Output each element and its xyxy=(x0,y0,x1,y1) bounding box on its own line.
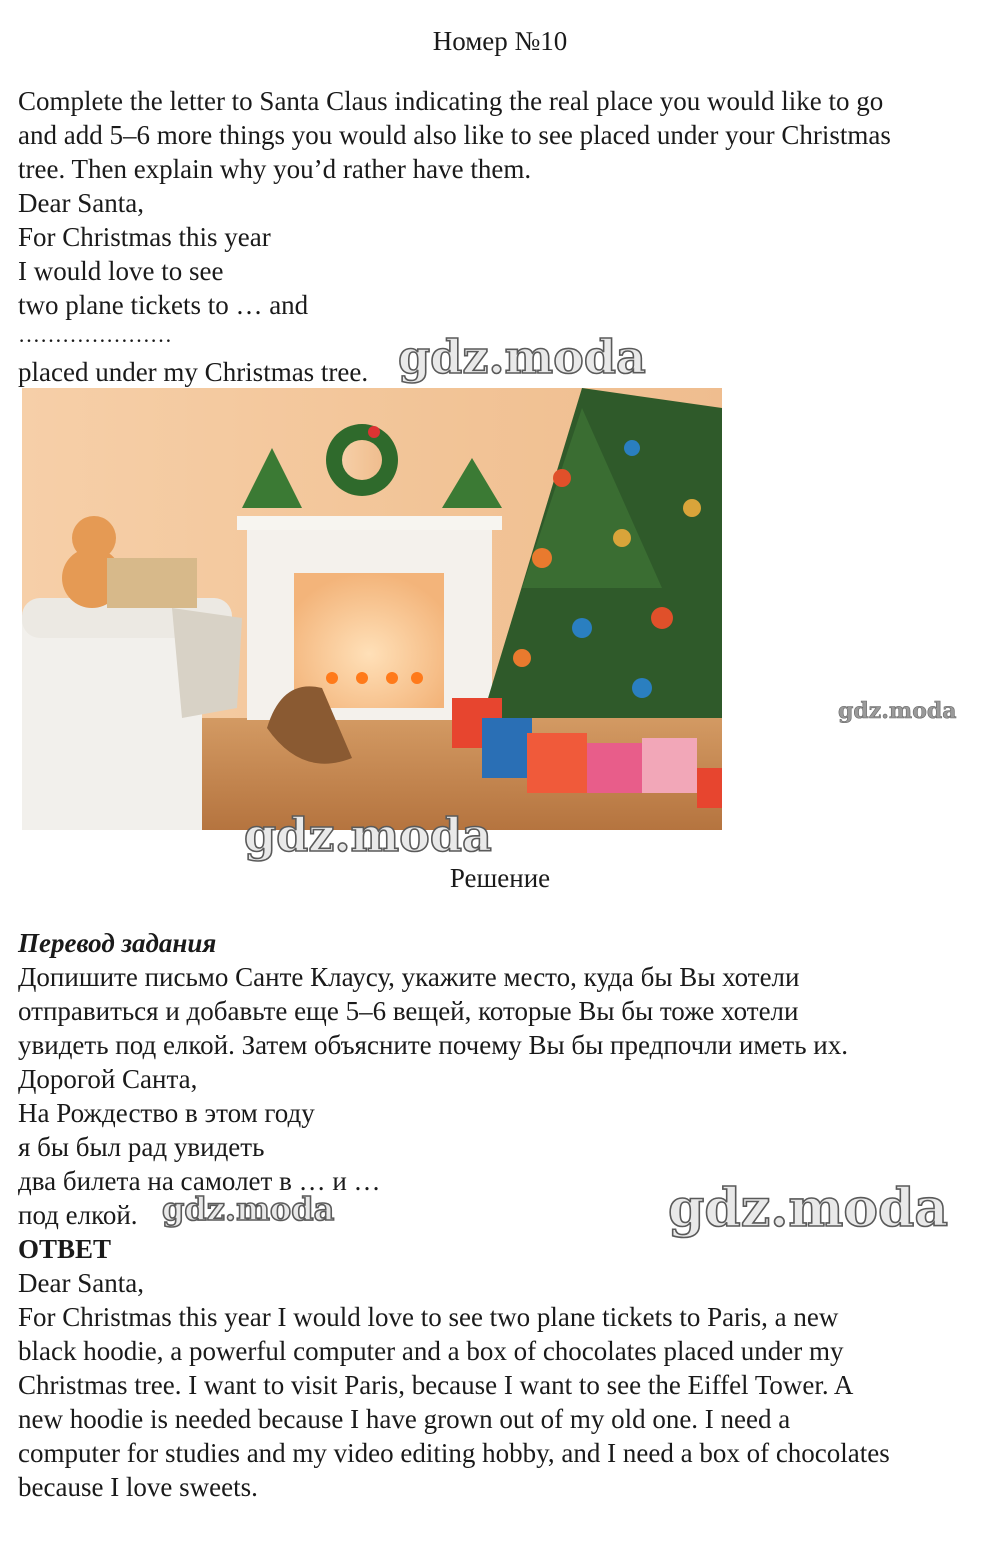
translation-line: под елкой. xyxy=(18,1200,138,1230)
answer-line: new hoodie is needed because I have grown out of my old one. I need a xyxy=(18,1404,791,1434)
watermark-logo: gdz.moda xyxy=(398,330,646,384)
translation-line: Дорогой Санта, xyxy=(18,1064,198,1094)
answer-line: Christmas tree. I want to visit Paris, because I want to see the Eiffel Tower. A xyxy=(18,1370,854,1400)
task-line: two plane tickets to … and xyxy=(18,290,309,320)
answer-heading: ОТВЕТ xyxy=(18,1234,112,1264)
translation-heading: Перевод задания xyxy=(18,928,217,958)
page-title: Номер №10 xyxy=(432,26,568,56)
translation-line: увидеть под елкой. Затем объясните почему Вы бы предпочли иметь их. xyxy=(18,1030,848,1060)
answer-line: black hoodie, a powerful computer and a box of chocolates placed under my xyxy=(18,1336,844,1366)
answer-line: computer for studies and my video editing hobby, and I need a box of chocolates xyxy=(18,1438,890,1468)
watermark-logo: gdz.moda xyxy=(668,1178,949,1239)
watermark-logo: gdz.moda xyxy=(838,698,957,724)
christmas-photo xyxy=(22,388,722,830)
answer-line: because I love sweets. xyxy=(18,1472,258,1502)
task-line: For Christmas this year xyxy=(18,222,271,252)
task-line: tree. Then explain why you’d rather have them. xyxy=(18,154,532,184)
task-blank-line: ………………… xyxy=(18,322,172,347)
task-line: and add 5–6 more things you would also like to see placed under your Christmas xyxy=(18,120,891,150)
solution-label: Решение xyxy=(449,863,551,893)
translation-line: два билета на самолет в … и … xyxy=(18,1166,381,1196)
task-line: Complete the letter to Santa Claus indicating the real place you would like to go xyxy=(18,86,884,116)
watermark-logo: gdz.moda xyxy=(244,808,492,862)
answer-line: For Christmas this year I would love to see two plane tickets to Paris, a new xyxy=(18,1302,839,1332)
translation-line: я бы был рад увидеть xyxy=(18,1132,265,1162)
translation-line: На Рождество в этом году xyxy=(18,1098,315,1128)
task-line: Dear Santa, xyxy=(18,188,144,218)
task-line: placed under my Christmas tree. xyxy=(18,357,369,387)
translation-line: Допишите письмо Санте Клаусу, укажите место, куда бы Вы хотели xyxy=(18,962,800,992)
translation-line: отправиться и добавьте еще 5–6 вещей, которые Вы бы тоже хотели xyxy=(18,996,799,1026)
answer-line: Dear Santa, xyxy=(18,1268,144,1298)
watermark-logo: gdz.moda xyxy=(162,1190,335,1228)
task-line: I would love to see xyxy=(18,256,224,286)
